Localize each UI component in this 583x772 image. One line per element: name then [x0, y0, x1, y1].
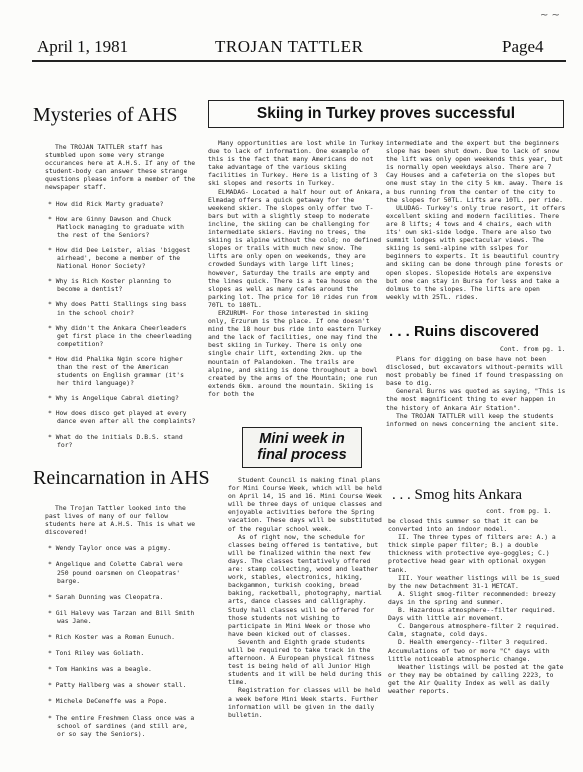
reincarnation-item: * Toni Riley was Goliath.: [45, 649, 197, 657]
mysteries-question: * Why is Rich Koster planning to become a dentist?: [45, 277, 197, 293]
smog-headline: . . . Smog hits Ankara: [392, 487, 522, 503]
mysteries-question: * Why is Angelique Cabral dieting?: [45, 394, 197, 402]
skiing-paragraph: ELMADAG- Located a half hour out of Ankara, Elmadag offers a quick getaway for the weekend skier. The slopes only offer two T-bars but with a slightly steep to moderate incline, the skiing can be challenging for intermediate skiers. Having no trees, the skiing is alpine without the cold; no defined slopes or trails with much new snow. The lifts are only open on weekends, they are crowded Sundays with large lift lines; however, Saturday the trails are empty and the lines quick. There is a tea house on the slopes as well as many cafes around the parking lot. The price for 10 rides run from 70TL to 180TL.: [208, 187, 384, 309]
reincarnation-item: * Michele DeCeneffe was a Pope.: [45, 697, 197, 705]
skiing-paragraph: ERZURUM- For those interested in skiing only, Erzurum is the place. If one doesn't mind the 18 hour bus ride into eastern Turkey and the lack of facilities, one may find the best skiing in Turkey. There is only one single chair lift, extending 2km. up the mountain of Palandoken. The trails are alpine, and skiing is done throughout a bowl created by the arms of the Mountain; one run extends 6km. around the mountain. Skiing is for both the: [208, 308, 382, 398]
reincarnation-item: * Gil Halevy was Tarzan and Bill Smith was Jane.: [45, 609, 197, 625]
paper-name: TROJAN TATTLER: [215, 37, 364, 56]
mysteries-headline: Mysteries of AHS: [33, 104, 178, 126]
skiing-headline: Skiing in Turkey proves successful: [256, 105, 516, 122]
ruins-paragraph: General Burns was quoted as saying, "This is the most magnificent thing to ever happen in the history of Ankara Air Station".: [386, 387, 566, 412]
mysteries-question: * What do the initials D.B.S. stand for?: [45, 433, 197, 449]
smog-paragraph: Weather listings will be posted at the gate or they may be obtained by calling 2223, to get the Air Quality Index as well as daily weather reports.: [388, 662, 564, 695]
ruins-paragraph: Plans for digging on base have not been disclosed, but excavators without-permits will most probably be fined if found trespassing on base to dig.: [386, 355, 563, 388]
skiing-paragraph: Many opportunities are lost while in Turkey due to lack of information. One example of this is the fact that many Americans do not take advantage of the various skiing facilities in Turkey. Here is a listing of 3 ski slopes and resorts in Turkey.: [208, 139, 384, 188]
mysteries-question: * How are Ginny Dawson and Chuck Matlock managing to graduate with the rest of the Seniors?: [45, 215, 197, 239]
skiing-headline-box: [208, 100, 564, 128]
mysteries-question: * How did Rick Marty graduate?: [45, 200, 197, 208]
miniweek-paragraph: As of right now, the schedule for classes being offered is tentative, but will be finalized within the next few days. The classes tentatively offered are: stamp collecting, wood and leather work, stables, electronics, hiking, backgammon, turkish cooking, bread baking, racketball, photography, martial arts, dance classes and calligraphy. Study hall classes will be offered for those students not wishing to participate in Mini Week or those who have been kicked out of classes.: [228, 532, 382, 638]
smog-continued: cont. from pg. 1.: [486, 507, 552, 515]
skiing-paragraph: ULUDAG- Turkey's only true resort, it offers excellent skiing and modern facilities. There are 8 lifts; 4 tows and 4 chairs, each with its' own ski-side lodge. There are also two summit lodges with spectacular views. The skiing is semi-alpine with sslpes for beginners to experts. It is beautiful country and skiing can be done through pine forests or open slopes. Slopeside Hotels are expensive but one can stay in Bursa for less and take a dolmus to the slopes. The lifts are open weekly with 25TL. rides.: [386, 203, 566, 301]
ruins-continued: Cont. from pg. 1.: [500, 345, 566, 353]
reincarnation-item: * Sarah Dunning was Cleopatra.: [45, 593, 197, 601]
mysteries-question: * How did Dee Leister, alias 'biggest airhead', become a member of the National Honor Society?: [45, 246, 197, 270]
reincarnation-headline: Reincarnation in AHS: [33, 467, 210, 489]
smog-paragraph: B. Hazardous atmosphere--filter required. Days with little air movement.: [388, 606, 556, 623]
ruins-paragraph: The TROJAN TATTLER will keep the students informed on news concerning the ancient site.: [386, 411, 560, 428]
smog-paragraph: II. The three types of filters are: A.) a thick simple paper filter; B.) a double thickness with protective eye-goggles; C.) protective head gear with optional oxygen tank.: [388, 533, 556, 574]
mysteries-question: * How does disco get played at every dance even after all the complaints?: [45, 409, 197, 425]
smog-article: [388, 517, 566, 772]
mysteries-question: * Why didn't the Ankara Cheerleaders get first place in the cheerleading competition?: [45, 324, 197, 348]
reincarnation-item: * Wendy Taylor once was a pigmy.: [45, 544, 197, 552]
reincarnation-intro: The Trojan Tattler looked into the past lives of many of our fellow students here at A.H.S. This is what we discovered!: [45, 504, 196, 537]
smog-paragraph: be closed this summer so that it can be converted into an indoor model.: [388, 517, 539, 534]
smog-paragraph: D. Health emergency--filter 3 required. Accumulations of two or more "C" days with little noticeable atmospheric change.: [388, 638, 550, 663]
reincarnation-item: * Patty Hallberg was a shower stall.: [45, 681, 197, 689]
ruins-headline: . . . Ruins discovered: [389, 323, 540, 340]
reincarnation-article: [45, 504, 197, 772]
miniweek-paragraph: Registration for classes will be held a week before Mini Week starts. Further information will be given in the daily bulletin.: [228, 686, 381, 719]
mysteries-article: [45, 143, 197, 449]
miniweek-headline-line-2: final process: [257, 447, 347, 463]
skiing-column-1: [208, 139, 384, 424]
smog-paragraph: C. Dangerous atmosphere-filter 2 required. Calm, stagnate, cold days.: [388, 622, 560, 639]
corner-mark: ~ ~: [540, 10, 560, 21]
mysteries-question: * Why does Patti Stallings sing bass in the school choir?: [45, 300, 197, 316]
miniweek-headline-box: [242, 427, 362, 468]
skiing-column-2: [386, 139, 566, 321]
ruins-article: [386, 355, 566, 439]
mysteries-intro: The TROJAN TATTLER staff has stumbled upon some very strange occurances here at A.H.S. If any of the student-body can answer these strange questions please inform a member of the newspaper staff.: [45, 143, 196, 192]
reincarnation-item: * Tom Hankins was a beagle.: [45, 665, 197, 673]
miniweek-article: [228, 476, 382, 772]
smog-paragraph: III. Your weather listings will be is_sued by the new Detachment 31-1 METCAT.: [388, 573, 560, 590]
reincarnation-item: * Angelique and Colette Cabral were 250 pound oarsmen on Cleopatras' barge.: [45, 560, 197, 584]
miniweek-paragraph: Student Council is making final plans for Mini Course Week, which will be held on April 14, 15 and 16. Mini Course Week will be three days of unique classes and enjoyable activities before the Spring vacation. These days will be substituted of the regular school week.: [228, 476, 382, 533]
masthead-rule: [32, 60, 566, 62]
skiing-paragraph: intermediate and the expert but the beginners slope has been shut down. Due to lack of snow the lift was only open weekends this year, but is normally open weekdays also. There are 7 Cay Houses and a cafeteria on the slopes but one must stay in the city 5 km. away. There is a bus running from the center of the city to the slopes for 50TL. Lifts are 10TL. per ride.: [386, 139, 563, 204]
smog-paragraph: A. Slight smog-filter recommended: breezy days in the spring and summer.: [388, 589, 556, 606]
mysteries-question: * How did Phalika Ngin score higher than the rest of the American students on English grammar (it's her third language)?: [45, 355, 197, 387]
miniweek-headline-line-1: Mini week in: [259, 431, 345, 447]
reincarnation-item: * Rich Koster was a Roman Eunuch.: [45, 633, 197, 641]
issue-date: April 1, 1981: [37, 37, 129, 56]
reincarnation-item: * The entire Freshmen Class once was a school of sardines (and still are, or so say the Seniors).: [45, 714, 197, 738]
miniweek-paragraph: Seventh and Eighth grade students will be required to take track in the afternoon. A European physical fitness test is being held of all Junior High students and it will be held during this time.: [228, 637, 382, 687]
page-number: Page4: [502, 37, 544, 56]
